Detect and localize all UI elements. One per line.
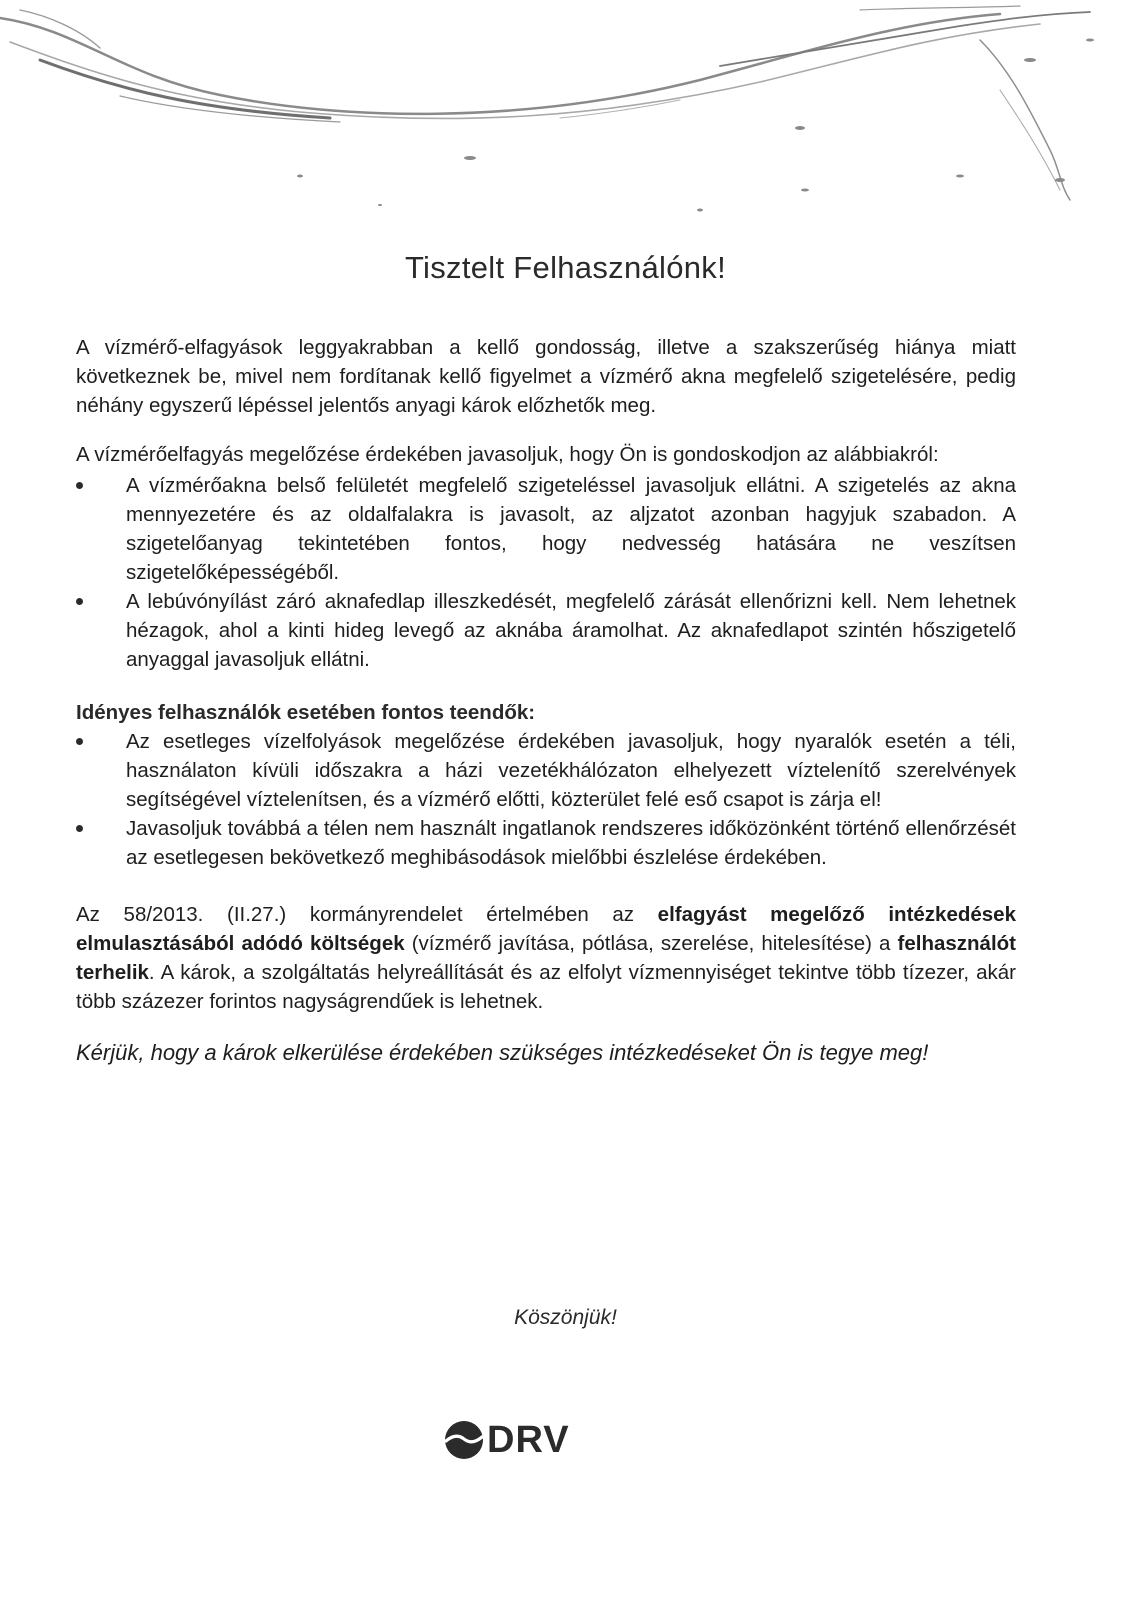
list-item (76, 471, 1016, 587)
logo-text: DRV (487, 1419, 570, 1461)
thanks-text: Köszönjük! (514, 1306, 617, 1329)
closing-request: Kérjük, hogy a károk elkerülése érdekében szükséges intézkedéseket Ön is tegye meg! (76, 1040, 929, 1065)
seasonal-list (76, 727, 1016, 872)
prevention-lead: A vízmérőelfagyás megelőzése érdekében javasoljuk, hogy Ön is gondoskodjon az alábbiakról: (76, 443, 939, 466)
list-item (76, 814, 1016, 872)
drv-logo-mark (443, 1419, 485, 1461)
list-item-text: Az esetleges vízelfolyások megelőzése érdekében javasoljuk, hogy nyaralók esetén a téli, használaton kívüli időszakra a házi vezetékhálózaton elhelyezett víztelenítő szerelvények segítségével víztelenítsen, és a vízmérő előtti, közterület felé eső csapot is zárja el! (126, 730, 1016, 811)
drv-logo (443, 1418, 570, 1462)
regulation-paragraph (76, 900, 1016, 1016)
list-item-text: Javasoljuk továbbá a télen nem használt ingatlanok rendszeres időközönként történő ellenőrzését az esetlegesen bekövetkező meghibásodások mielőbbi észlelése érdekében. (126, 817, 1016, 869)
intro-paragraph: A vízmérő-elfagyások leggyakrabban a kellő gondosság, illetve a szakszerűség hiánya miatt következnek be, mivel nem fordítanak kellő figyelmet a vízmérő akna megfelelő szigetelésére, pedig néhány egyszerű lépéssel jelentős anyagi károk előzhetők meg. (76, 336, 1016, 417)
regulation-emphasis-1: elfagyást megelőző intézkedések elmulasztásából adódó költségek (76, 903, 1016, 955)
regulation-text-2: (vízmérő javítása, pótlása, szerelése, hitelesítése) a (404, 932, 898, 955)
letter-body (76, 333, 1016, 1068)
letter-title: Tisztelt Felhasználónk! (404, 250, 727, 285)
water-splash-graphic (0, 0, 1131, 230)
list-item-text: A vízmérőakna belső felületét megfelelő szigeteléssel javasoljuk ellátni. A szigetelés az akna mennyezetére és az oldalfalakra is javasolt, az aljzatot azonban hagyjuk szabadon. A szigetelőanyag tekintetében fontos, hogy nedvesség hatására ne veszítsen szigetelőképességéből. (126, 474, 1016, 584)
bullet-dot-icon (76, 825, 83, 832)
list-item (76, 727, 1016, 814)
list-item (76, 587, 1016, 674)
regulation-text-3: . A károk, a szolgáltatás helyreállítását és az elfolyt vízmennyiséget tekintve több tízezer, akár több százezer forintos nagyságrendűek is lehetnek. (76, 961, 1016, 1013)
bullet-dot-icon (76, 598, 83, 605)
regulation-text-1: Az 58/2013. (II.27.) kormányrendelet értelmében az (76, 903, 658, 926)
seasonal-heading: Idényes felhasználók esetében fontos teendők: (76, 701, 536, 724)
prevention-list (76, 471, 1016, 674)
bullet-dot-icon (76, 482, 83, 489)
bullet-dot-icon (76, 738, 83, 745)
regulation-emphasis-2: felhasználót terhelik (76, 932, 1016, 984)
list-item-text: A lebúvónyílást záró aknafedlap illeszkedését, megfelelő zárását ellenőrizni kell. Nem lehetnek hézagok, ahol a kinti hideg levegő az aknába áramolhat. Az aknafedlapot szintén hőszigetelő anyaggal javasoljuk ellátni. (126, 590, 1016, 671)
